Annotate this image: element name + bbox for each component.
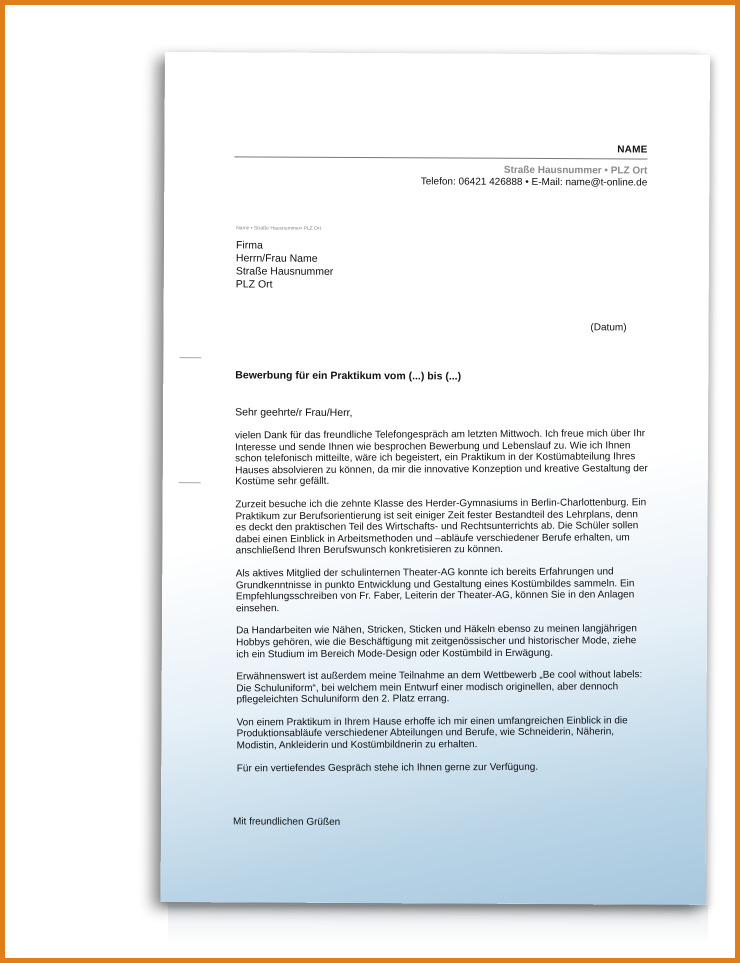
recipient-line: Straße Hausnummer (235, 265, 334, 278)
body-paragraph: Erwähnenswert ist außerdem meine Teilnahme an dem Wettbewerb „Be cool without labels: Die Schuluniform“, bei welchem mein Entwurf einer modisch originellen, aber dennoch pflegeleichten Schuluniform den 2. Platz errang. (236, 669, 643, 706)
recipient-line: Firma (235, 239, 263, 252)
header-contact: Telefon: 06421 426888 • E-Mail: name@t-online.de (420, 176, 648, 189)
sender-return-line: Name • Straße Hausnummer• PLZ Ort (236, 225, 322, 232)
letter-page (161, 52, 710, 905)
letter-body (235, 428, 652, 785)
letter-date: (Datum) (590, 322, 627, 334)
header-divider (234, 156, 647, 159)
body-paragraph: Da Handarbeiten wie Nähen, Stricken, Sticken und Häkeln ebenso zu meinen langjährigen Hobbys gehören, wie die Beschäftigung mit zeitgenössischer und historischer Mode, ziehe ich ein Studium im Bereich Mode-Design oder Kostümbild in Erwägung. (236, 623, 637, 660)
header-address: Straße Hausnummer • PLZ Ort (503, 164, 648, 177)
recipient-line: Herrn/Frau Name (235, 252, 318, 265)
body-paragraph: Zurzeit besuche ich die zehnte Klasse des Herder-Gymnasiums in Berlin-Charlottenburg. Ein Praktikum zur Berufsorientierung ist seit einiger Zeit fester Bestandteil des Lehrplans, denn es deckt den praktischen Teil des Wirtschafts- und Rechtsunterrichts ab. Die Schüler sollen dabei einen Einblick in Arbeitsmethoden und –abläufe verschiedener Berufe erhalten, um anschließend Ihren Berufswunsch konkretisieren zu können. (235, 497, 647, 557)
body-paragraph: vielen Dank für das freundliche Telefongespräch am letzten Mittwoch. Ich freue mich über Ihr Interesse und sende Ihnen wie besprochen Bewerbung und Lebenslauf zu. Wie ich Ihnen schon telefonisch mitteilte, wäre ich begeistert, ein Praktikum in der Kostümabteilung Ihres Hauses absolvieren zu können, da mir die innovative Konzeption und kreative Gestaltung der Kostüme sehr gefällt. (235, 428, 648, 488)
page-reflection (168, 905, 708, 945)
body-paragraph: Von einem Praktikum in Ihrem Hause erhoffe ich mir einen umfangreichen Einblick in die Produktionsabläufe verschiedener Abteilungen und Berufe, wie Schneiderin, Näherin, Modistin, Ankleiderin und Kostümbildnerin zu erhalten. (236, 715, 628, 752)
header-name: NAME (617, 144, 648, 156)
fold-mark (179, 357, 201, 358)
letter-subject: Bewerbung für ein Praktikum vom (...) bis (...) (235, 369, 462, 383)
punch-mark (179, 482, 201, 483)
recipient-line: PLZ Ort (235, 278, 273, 291)
letter-closing: Mit freundlichen Grüßen (232, 816, 341, 828)
body-paragraph: Als aktives Mitglied der schulinternen Theater-AG konnte ich bereits Erfahrungen und Grundkenntnisse in punkto Entwicklung und Gestaltung eines Kostümbildes sammeln. Ein Empfehlungsschreiben von Fr. Faber, Leiterin der Theater-AG, können Sie in den Anlagen einsehen. (235, 566, 635, 615)
letter-salutation: Sehr geehrte/r Frau/Herr, (235, 406, 353, 419)
body-paragraph: Für ein vertiefendes Gespräch stehe ich Ihnen gerne zur Verfügung. (236, 761, 539, 775)
recipient-address (236, 239, 334, 292)
